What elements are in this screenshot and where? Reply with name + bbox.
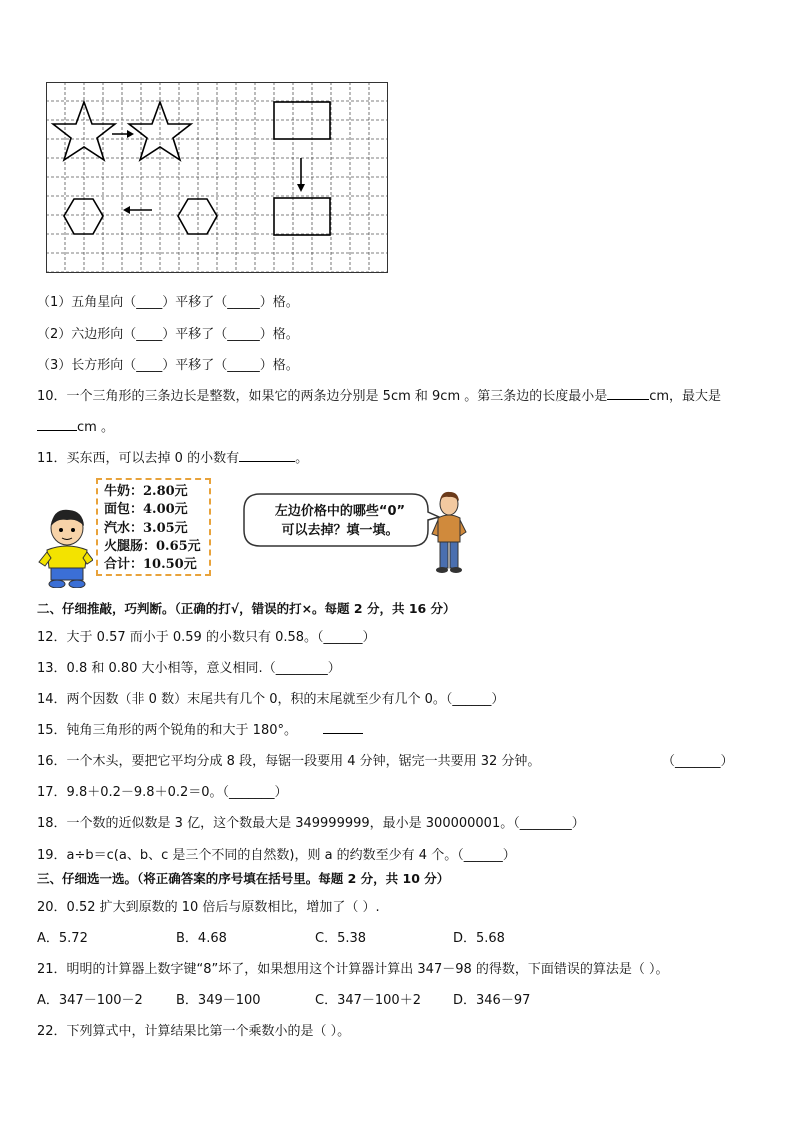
hexagon-shape-original <box>178 199 217 234</box>
q21-option-c[interactable]: C．347－100＋2 <box>315 993 421 1008</box>
q9-item-1: （1）五角星向（____）平移了（_____）格。 <box>37 295 299 310</box>
q22-stem: 22．下列算式中，计算结果比第一个乘数小的是（ ）。 <box>37 1024 351 1039</box>
q20-stem: 20．0.52 扩大到原数的 10 倍后与原数相比，增加了（ ）. <box>37 900 380 915</box>
bubble-line-1: 左边价格中的哪些“0” <box>274 504 406 519</box>
judge-q12: 12．大于 0.57 而小于 0.59 的小数只有 0.58。（______） <box>37 630 376 645</box>
price-item: 火腿肠：0.65元 <box>104 538 201 554</box>
q9-item-2: （2）六边形向（____）平移了（_____）格。 <box>37 327 299 342</box>
q20-option-c[interactable]: C．5.38 <box>315 931 367 946</box>
q10-unit-2: cm 。 <box>77 420 114 435</box>
arrow-down-icon <box>297 184 305 192</box>
price-list-box <box>96 478 211 576</box>
q10-unit-1: cm，最大是 <box>649 389 722 404</box>
q10-blank-min[interactable] <box>607 387 649 400</box>
judge-q14: 14．两个因数（非 0 数）末尾共有几个 0，积的末尾就至少有几个 0。（______） <box>37 692 505 707</box>
judge-q15 <box>37 719 363 738</box>
judge-q15-text: 15．钝角三角形的两个锐角的和大于 180°。 <box>37 723 297 738</box>
q11-end: 。 <box>295 451 309 466</box>
judge-q18: 18．一个数的近似数是 3 亿，这个数最大是 349999999，最小是 300000001。（________） <box>37 816 585 831</box>
judge-q16 <box>37 750 540 769</box>
q21-option-a[interactable]: A．347－100－2 <box>37 993 143 1008</box>
rectangle-shape-moved <box>274 198 330 235</box>
judge-q19: 19．a÷b＝c(a、b、c 是三个不同的自然数)，则 a 的约数至少有 4 个。（______） <box>37 848 516 863</box>
teacher-illustration <box>430 490 468 574</box>
q20-option-d[interactable]: D．5.68 <box>453 931 505 946</box>
star-shape-original <box>53 102 115 160</box>
q21-option-b[interactable]: B．349－100 <box>176 993 261 1008</box>
section-2-heading: 二、仔细推敲，巧判断。（正确的打√，错误的打×。每题 2 分，共 16 分） <box>37 601 456 616</box>
bubble-line-2: 可以去掉？填一填。 <box>281 523 399 538</box>
judge-q17: 17．9.8＋0.2－9.8＋0.2＝0。（_______） <box>37 785 288 800</box>
judge-q16-text: 16．一个木头，要把它平均分成 8 段，每锯一段要用 4 分钟，锯完一共要用 32 分钟。 <box>37 754 541 769</box>
arrow-right-icon <box>127 130 134 138</box>
q11-blank[interactable] <box>239 449 295 462</box>
judge-q13: 13．0.8 和 0.80 大小相等，意义相同.（________） <box>37 661 341 676</box>
q21-option-d[interactable]: D．346－97 <box>453 993 531 1008</box>
q10-text: 10．一个三角形的三条边长是整数，如果它的两条边分别是 5cm 和 9cm 。第三条边的长度最小是 <box>37 389 608 404</box>
price-item: 面包：4.00元 <box>104 502 188 518</box>
judge-q16-paren[interactable]: （_______） <box>662 754 734 769</box>
price-item: 汽水：3.05元 <box>104 520 188 536</box>
q20-option-b[interactable]: B．4.68 <box>176 931 227 946</box>
q20-option-a[interactable]: A．5.72 <box>37 931 88 946</box>
hexagon-shape-moved <box>64 199 103 234</box>
star-shape-moved <box>129 102 191 160</box>
section-3-heading: 三、仔细选一选。（将正确答案的序号填在括号里。每题 2 分，共 10 分） <box>37 871 450 886</box>
boy-illustration <box>37 506 93 588</box>
price-item: 牛奶：2.80元 <box>104 484 188 499</box>
q9-item-3: （3）长方形向（____）平移了（_____）格。 <box>37 358 299 373</box>
q10-line-2 <box>37 416 114 435</box>
translation-grid-figure <box>46 82 389 274</box>
arrow-left-icon <box>123 206 130 214</box>
q11-text: 11．买东西，可以去掉 0 的小数有 <box>37 451 240 466</box>
q10-line-1 <box>37 385 721 404</box>
q21-stem: 21．明明的计算器上数字键“8”坏了，如果想用这个计算器计算出 347－98 的得数，下面错误的算法是（ ）。 <box>37 962 669 977</box>
judge-q15-blank[interactable] <box>323 721 363 734</box>
speech-bubble-text <box>250 502 430 540</box>
price-item: 合计：10.50元 <box>104 557 197 573</box>
q10-blank-max[interactable] <box>37 418 77 431</box>
rectangle-shape-original <box>274 102 330 139</box>
q11-line <box>37 447 308 466</box>
